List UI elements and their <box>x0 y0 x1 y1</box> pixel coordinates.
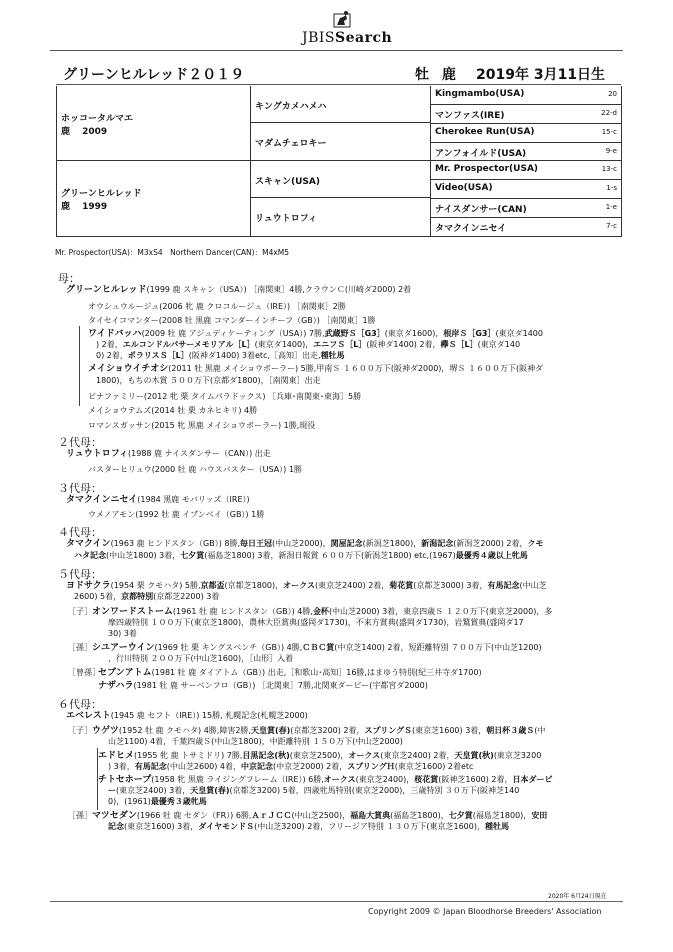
horse-sex-color: 牡 鹿 <box>415 67 460 83</box>
section-dam: 母： <box>58 272 80 285</box>
family-line: オウシュウルージュ(2006 牝 鹿 クロコルージュ（IRE）) ［南関東］2勝 <box>88 302 346 311</box>
family-line: 30) 3着 <box>108 629 137 638</box>
family-number: 1-s <box>606 184 617 192</box>
family-line: 0) 2着，ポラリスＳ［L］(阪神ダ1400) 3着etc,［高知］出走,種牡馬 <box>96 351 345 360</box>
relation-tag: ［子］ <box>68 726 92 735</box>
g3-name: ナイスダンサー(CAN) <box>435 205 527 215</box>
family-line: グリーンヒルレッド(1999 鹿 スキャン（USA）) ［南関東］4勝,クラウンＣ(川崎ダ2000) 2着 <box>66 285 412 295</box>
horse-title <box>63 64 623 82</box>
family-line: チトセホープ(1958 牝 黒鹿 ライジングフレーム（IRE）) 6勝,オークス(東京芝2400)，桜花賞(阪神芝1600) 2着，日本ダービ <box>98 775 553 785</box>
family-line: ロマンスガッサン(2015 牝 黒鹿 メイショウボーラー) 1勝,現役 <box>88 421 316 430</box>
pedigree-g3-cell[interactable] <box>431 161 622 180</box>
pedigree-g2-cell[interactable]: キングカメハメハ <box>251 86 431 123</box>
family-number: 1-e <box>605 203 617 211</box>
pedigree-g2-cell[interactable]: マダムチェロキー <box>251 123 431 161</box>
family-line: 記念(東京芝1600) 3着，ダイヤモンドＳ(中山芝3200) 2着，フリージア特別 １３０万下(東京芝1600)，種牡馬 <box>108 822 509 831</box>
g3-name: Cherokee Run(USA) <box>435 127 535 137</box>
g3-name: アンフォイルド(USA) <box>435 149 527 159</box>
family-line: ウメノアモン(1992 牡 鹿 イブンベイ（GB）) 1勝 <box>88 510 265 519</box>
horse-name: グリーンヒルレッド２０１９ <box>63 67 245 83</box>
pedigree-g3-cell[interactable] <box>431 105 622 124</box>
family-number: 22-d <box>601 109 617 117</box>
section-fifth-dam: ５代母： <box>58 568 102 581</box>
relation-tag: ［子］ <box>68 607 92 616</box>
pedigree-g2-cell[interactable]: リュウトロフィ <box>251 198 431 237</box>
family-line: 1800)，もちの木賞 ５００万下(京都ダ1800)，［南関東］出走 <box>96 376 321 385</box>
g3-name: Video(USA) <box>435 183 493 193</box>
jbis-search-logo[interactable] <box>302 10 393 50</box>
family-line: エドヒメ(1955 牝 鹿 トサミドリ) 7勝,目黒記念(秋)(東京芝2500)，オークス(東京芝2400) 2着，天皇賞(秋)(東京芝3200 <box>98 751 542 761</box>
footer-divider <box>50 901 623 902</box>
family-line: ヨドサクラ(1954 栗 クモハタ) 5勝,京都盃(京都芝1800)，オークス(東京芝2400) 2着，菊花賞(京都芝3000) 3着，有馬記念(中山芝 <box>66 581 547 591</box>
family-number: 13-c <box>601 165 617 173</box>
family-line: ナザハラ(1981 牡 鹿 サーベンフロ（GB）) ［北関東］7勝,北関東ダービー(宇都宮ダ2000) <box>98 681 428 691</box>
sire-name: ホッコータルマエ <box>61 114 134 124</box>
sire-cell[interactable] <box>57 86 251 161</box>
family-line: ビナファミリー(2012 牝 栗 タイムパラドックス) ［兵庫･南関東･東海］5勝 <box>88 392 362 401</box>
copyright-notice: Copyright 2009 © Japan Bloodhorse Breeders' Association <box>368 907 602 916</box>
pedigree-table <box>56 86 621 237</box>
dam-name: グリーンヒルレッド <box>61 189 142 199</box>
g3-name: マンファス(IRE) <box>435 111 505 121</box>
family-line: エベレスト(1945 鹿 セフト（IRE）) 15勝, 札幌記念(札幌芝2000) <box>66 711 308 721</box>
section-sixth-dam: ６代母： <box>58 698 102 711</box>
dam-info: 鹿 1999 <box>61 202 108 212</box>
pedigree-g3-cell[interactable] <box>431 86 622 105</box>
family-line: ［孫］シユアーウイン(1969 牡 栗 キングスベンチ（GB）) 4勝,ＣＢＣ賞(中京芝1400) 2着，短距離特別 ７００万下(中山芝1200) <box>68 643 542 653</box>
pedigree-g3-cell[interactable] <box>431 218 622 237</box>
family-number: 15-c <box>601 128 617 136</box>
family-line: ［孫］マツセダン(1966 牡 鹿 セダン（FR）) 6勝,ＡｒＪＣＣ(中山芝2500)，福島大賞典(福島芝1800)，七夕賞(福島芝1800)，安田 <box>68 811 548 821</box>
family-line: ワイドバッハ(2009 牡 鹿 アジュディケーティング（USA）) 7勝,武蔵野Ｓ［G3］(東京ダ1600)，根岸Ｓ［G3］(東京ダ1400 <box>88 329 543 339</box>
family-number: 9-e <box>605 147 617 155</box>
section-third-dam: ３代母： <box>58 482 102 495</box>
as-of-date: 2020年 6月24日現在 <box>548 893 607 900</box>
horse-rider-icon <box>332 10 352 28</box>
family-line: ，行川特別 ２００万下(中山芝1600)，［山形］入着 <box>108 654 294 663</box>
family-line: タマクインニセイ(1984 黒鹿 モバリッズ（IRE）) <box>66 495 250 505</box>
section-second-dam: ２代母： <box>58 436 102 449</box>
family-line: 2600) 5着，京都特別(京都芝2200) 3着 <box>74 592 220 601</box>
family-line: ー(東京芝2400) 3着，天皇賞(春)(京都芝3200) 5着，四歳牝馬特別(東京芝2000)，三歳特別 ３０万下(阪神芝140 <box>108 786 520 795</box>
family-line: 0)，(1961)最優秀３歳牝馬 <box>108 797 207 806</box>
family-line: バスターヒリュウ(2000 牡 鹿 ハウスバスター（USA）) 1勝 <box>88 465 302 474</box>
family-line: ［曾孫］セブンアトム(1981 牡 鹿 ダイアトム（GB）) 出走,［和歌山･高知］16勝,はまゆう特別(紀三井寺ダ1700) <box>68 668 482 678</box>
family-line: ［子］オンワードストーム(1961 牡 鹿 ヒンドスタン（GB）) 4勝,金杯(中山芝2000) 3着，東京四歳Ｓ １２０万下(東京芝2000)，多 <box>68 607 553 617</box>
header-divider <box>50 50 623 51</box>
pedigree-g3-cell[interactable] <box>431 143 622 161</box>
relation-tag: ［孫］ <box>68 811 92 820</box>
pedigree-g3-cell[interactable] <box>431 199 622 218</box>
family-line: 山芝1100) 4着，千葉四歳Ｓ(中山芝1800)，中距離特別 １５０万下(中山芝2000) <box>108 737 403 746</box>
family-line: メイショウテムズ(2014 牡 栗 カネヒキリ) 4勝 <box>88 406 258 415</box>
family-line: タイセイコマンダー(2008 牡 黒鹿 コマンダーインチーフ（GB）) ［南関東］1勝 <box>88 316 376 325</box>
family-number: 20 <box>608 90 617 98</box>
section-fourth-dam: ４代母： <box>58 526 102 539</box>
family-line: タマクイン(1963 鹿 ヒンドスタン（GB）) 8勝,毎日王冠(中山芝2000)，関屋記念(新潟芝1800)，新潟記念(新潟芝2000) 2着，クモ <box>66 539 544 549</box>
logo-text: JBISSearch <box>302 30 393 46</box>
family-line: ［子］ウゲツ(1952 牡 鹿 クモハタ) 4勝,障害2勝,天皇賞(春)(京都芝3200) 2着，スプリングＳ(東京芝1600) 3着，朝日杯３歳Ｓ(中 <box>68 726 546 736</box>
g3-name: Kingmambo(USA) <box>435 89 525 99</box>
pedigree-g3-cell[interactable] <box>431 124 622 143</box>
dam-cell[interactable] <box>57 161 251 237</box>
family-line: ) 3着，有馬記念(中山芝2600) 4着，中京記念(中京芝2000) 2着，スプリングＨ(東京芝1600) 2着etc <box>108 762 474 771</box>
relation-tag: ［孫］ <box>68 643 92 652</box>
pedigree-g2-cell[interactable]: スキャン(USA) <box>251 161 431 198</box>
family-line: 摩四歳特別 １００万下(東京芝1800)，農林大臣賞典(盛岡ダ1730)，不来方賞典(盛岡ダ1730)，岩鷲賞典(盛岡ダ17 <box>108 618 524 627</box>
pedigree-g3-cell[interactable] <box>431 180 622 199</box>
family-line: ハタ記念(中山芝1800) 3着，七夕賞(福島芝1800) 3着，新潟日報賞 ６００万下(新潟芝1800) etc,(1967)最優秀４歳以上牝馬 <box>74 551 528 560</box>
sire-info: 鹿 2009 <box>61 127 108 137</box>
inbreeding-note: Mr. Prospector(USA)：M3xS4 Northern Dancer(CAN)：M4xM5 <box>55 248 290 257</box>
g3-name: Mr. Prospector(USA) <box>435 164 539 174</box>
relation-tag: ［曾孫］ <box>68 668 100 677</box>
family-line: ) 2着，エルコンドルパサーメモリアル［L］(東京ダ1400)，エニフＳ［L］(阪神ダ1400) 2着，欅Ｓ［L］(東京ダ140 <box>96 340 521 349</box>
family-line: リュウトロフィ(1988 鹿 ナイスダンサー（CAN）) 出走 <box>66 449 271 459</box>
title-divider <box>56 84 621 85</box>
family-tree-line <box>79 326 80 406</box>
horse-birth-date: 2019年 3月11日生 <box>476 67 606 83</box>
g3-name: タマクインニセイ <box>435 224 507 234</box>
family-line: メイショウイチオシ(2011 牡 黒鹿 メイショウボーラー) 5勝,甲南Ｓ １６００万下(阪神ダ2000)，堺Ｓ １６００万下(阪神ダ <box>88 364 544 374</box>
family-number: 7-c <box>606 222 617 230</box>
